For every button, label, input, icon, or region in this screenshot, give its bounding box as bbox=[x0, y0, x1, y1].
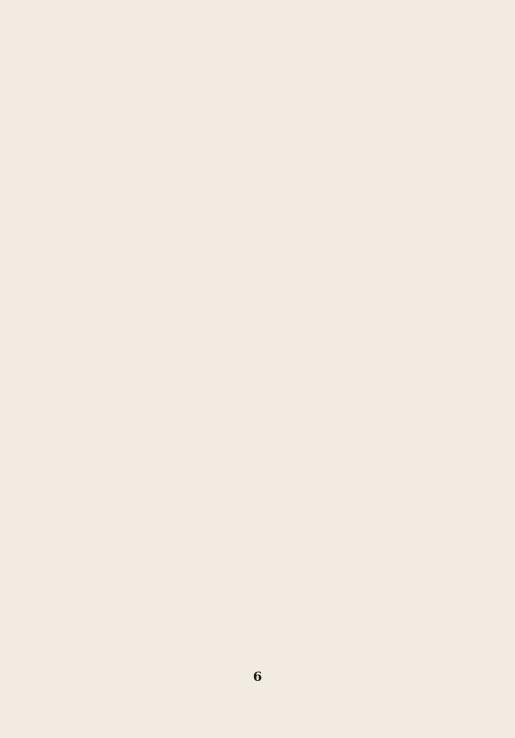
text-column bbox=[402, 58, 419, 658]
text-column bbox=[120, 58, 137, 658]
text-column bbox=[221, 58, 238, 658]
text-column bbox=[100, 58, 117, 658]
text-column bbox=[60, 58, 77, 658]
text-column bbox=[423, 58, 440, 658]
text-column bbox=[241, 58, 258, 658]
text-column bbox=[141, 58, 158, 658]
text-column bbox=[261, 58, 278, 658]
text-column bbox=[201, 58, 218, 658]
text-column bbox=[463, 58, 480, 658]
text-column bbox=[282, 58, 299, 658]
text-column bbox=[181, 58, 198, 658]
text-column bbox=[443, 58, 460, 658]
vertical-text-block bbox=[40, 58, 480, 658]
text-column bbox=[302, 58, 319, 658]
text-column bbox=[362, 58, 379, 658]
text-column bbox=[80, 58, 97, 658]
text-column bbox=[161, 58, 178, 658]
text-column bbox=[322, 58, 339, 658]
page-number: 6 bbox=[252, 670, 263, 685]
text-column bbox=[40, 58, 57, 658]
text-column bbox=[342, 58, 359, 658]
text-column bbox=[382, 58, 399, 658]
